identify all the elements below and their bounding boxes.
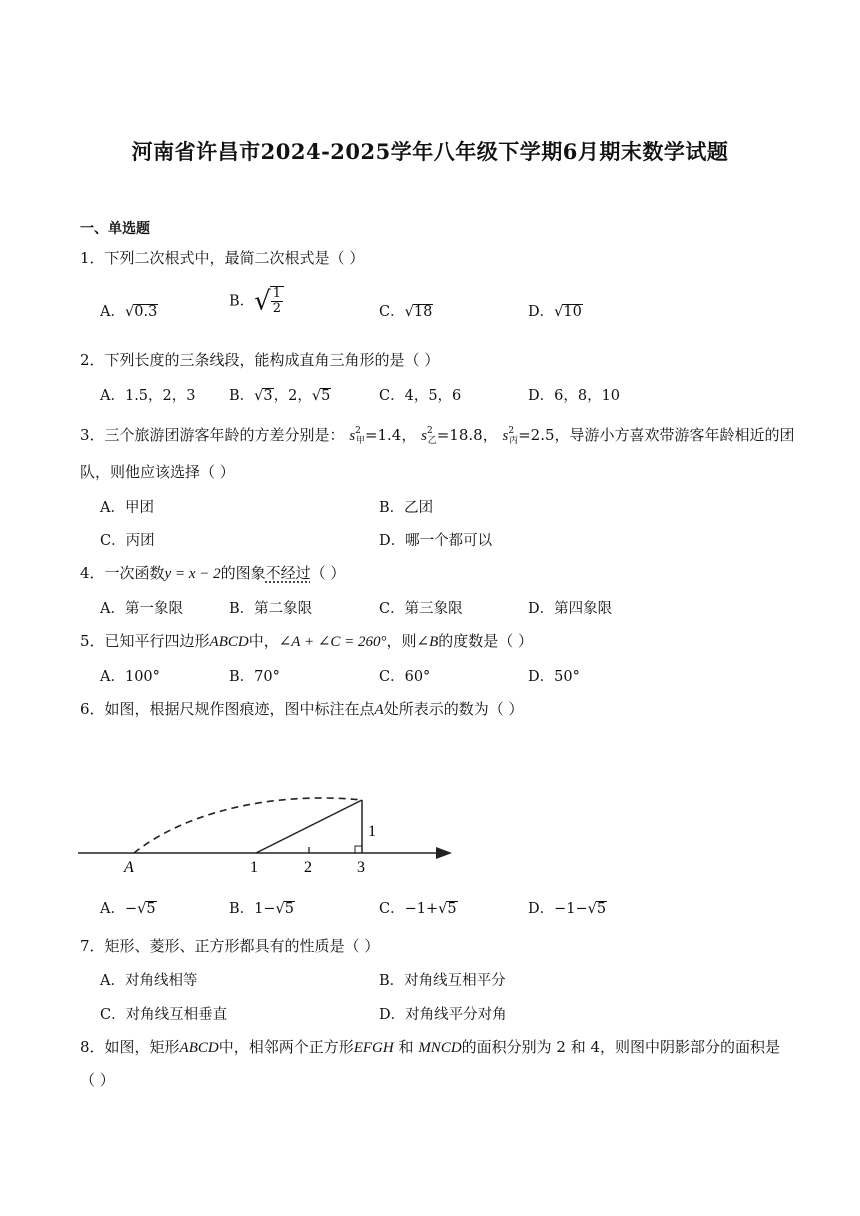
question-7-stem: 7．矩形、菱形、正方形都具有的性质是（ ） (80, 937, 380, 955)
section-heading: 一、单选题 (80, 221, 150, 237)
question-1-stem: 1．下列二次根式中，最简二次根式是（ ） (80, 249, 365, 267)
hypotenuse (256, 800, 362, 853)
question-3-stem-cont: 队，则他应该选择（ ） (80, 463, 235, 481)
q6-option-c: C．−1+√5 (379, 901, 457, 917)
q3-option-c: C．丙团 (100, 533, 155, 549)
q3-option-d: D．哪一个都可以 (379, 533, 493, 549)
q1-option-a: A．√0.3 (100, 304, 158, 320)
q6-option-d: D．−1−√5 (528, 901, 607, 917)
right-angle-mark (355, 846, 362, 853)
q3-option-b: B．乙团 (379, 500, 434, 516)
question-5-stem: 5．已知平行四边形ABCD中，∠A + ∠C = 260°，则∠B的度数是（ ） (80, 632, 534, 650)
q7-option-a: A．对角线相等 (100, 973, 198, 989)
q5-option-a: A．100° (100, 669, 160, 685)
compass-arc (134, 798, 362, 853)
q7-option-b: B．对角线互相平分 (379, 973, 506, 989)
q4-option-a: A．第一象限 (100, 601, 183, 617)
q1-option-b: B．√ $\frac{1}{2}$ (229, 286, 284, 317)
q3-option-a: A．甲团 (100, 500, 154, 516)
fraction: $\frac{1}{2}$ (270, 286, 284, 317)
q4-option-c: C．第三象限 (379, 601, 463, 617)
q6-option-a: A．−√5 (100, 901, 156, 917)
question-8-stem: 8．如图，矩形ABCD中，相邻两个正方形EFGH 和 MNCD的面积分别为 2 和 4，则图中阴影部分的面积是 (80, 1038, 781, 1056)
question-3-stem: 3．三个旅游团游客年龄的方差分别是： $s^2_甲=1.4$， $s^2_乙=18.8$， $s^2_丙=2.5$，导游小方喜欢带游客年龄相近的团 (80, 426, 795, 446)
q2-option-a: A．1.5，2，3 (100, 388, 196, 404)
question-4-stem: 4．一次函数y = x − 2的图象不经过（ ） (80, 564, 346, 582)
label-height: 1 (368, 823, 376, 840)
q5-option-d: D．50° (528, 669, 580, 685)
q7-option-c: C．对角线互相垂直 (100, 1007, 228, 1023)
q5-option-c: C．60° (379, 669, 431, 685)
label-3: 3 (357, 859, 365, 876)
arrow-head (436, 847, 452, 859)
q2-option-b: B．√3，2，√5 (229, 388, 331, 404)
label-2: 2 (304, 859, 312, 876)
page-title: 河南省许昌市2024-2025学年八年级下学期6月期末数学试题 (131, 139, 729, 164)
question-2-stem: 2．下列长度的三条线段，能构成直角三角形的是（ ） (80, 351, 440, 369)
label-1: 1 (250, 859, 258, 876)
q1-option-c: C．√18 (379, 304, 433, 320)
q2-option-c: C．4，5，6 (379, 388, 462, 404)
label-A: A (124, 859, 134, 876)
q4-option-b: B．第二象限 (229, 601, 313, 617)
q7-option-d: D．对角线平分对角 (379, 1007, 507, 1023)
q4-option-d: D．第四象限 (528, 601, 613, 617)
q2-option-d: D．6，8，10 (528, 388, 621, 404)
question-8-stem-cont: （ ） (80, 1071, 115, 1089)
q6-option-b: B．1−√5 (229, 901, 295, 917)
q5-option-b: B．70° (229, 669, 280, 685)
question-6-stem: 6．如图，根据尺规作图痕迹，图中标注在点A处所表示的数为（ ） (80, 700, 524, 718)
q1-option-d: D．√10 (528, 304, 582, 320)
